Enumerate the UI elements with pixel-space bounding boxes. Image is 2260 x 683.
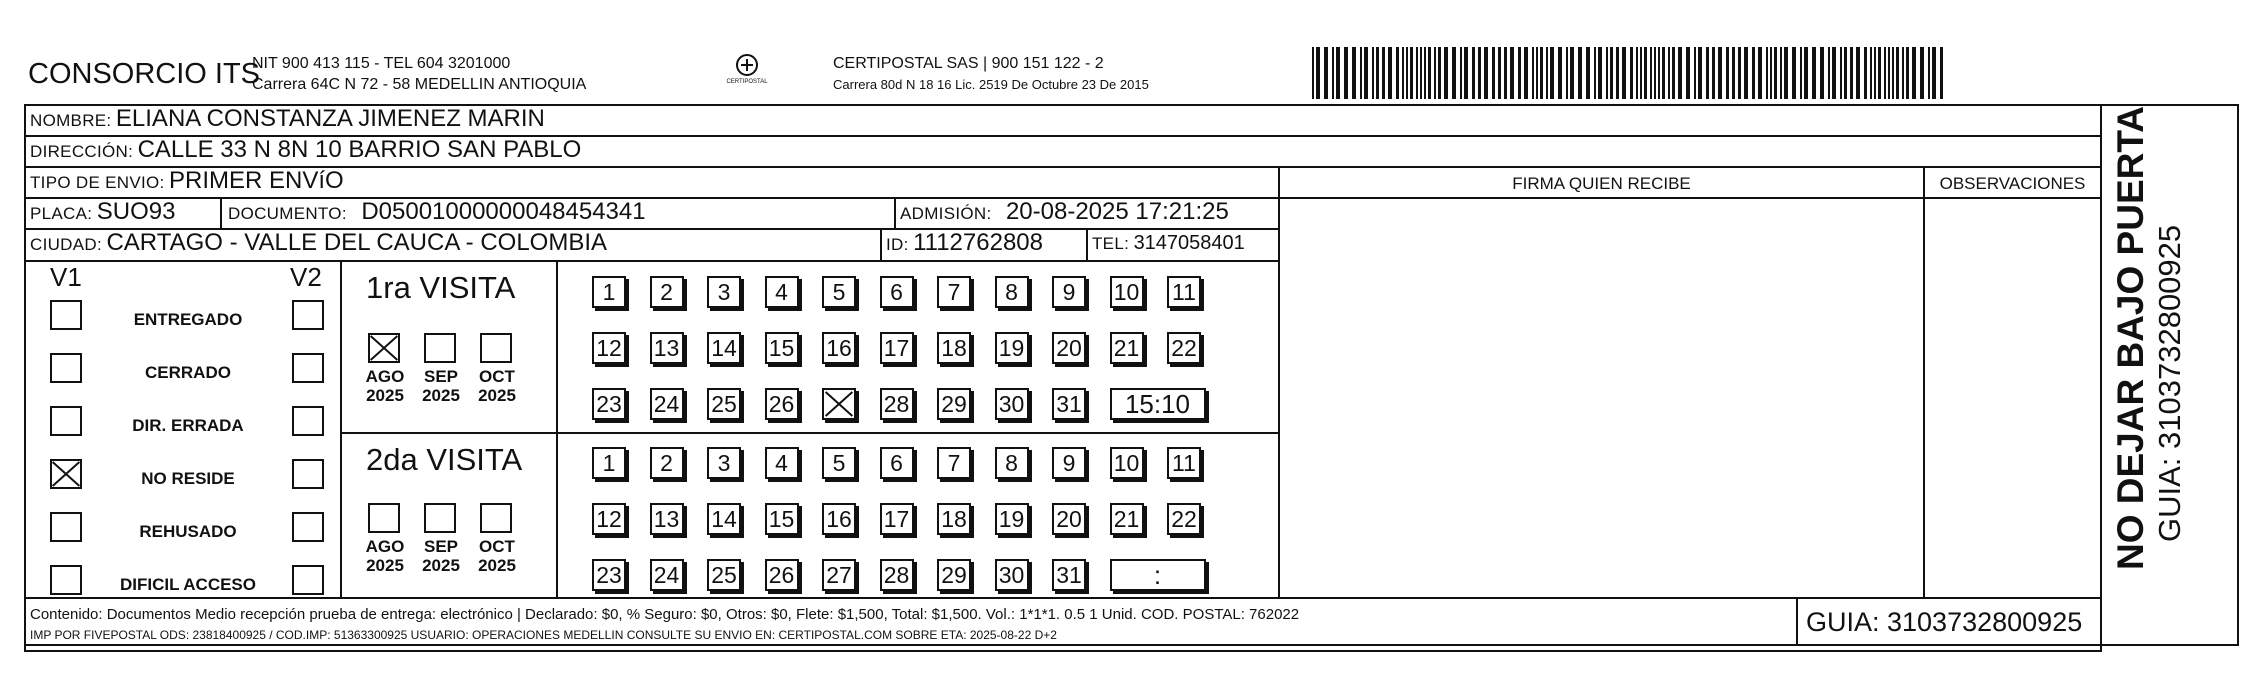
visit1-day-1[interactable]: 1 (592, 276, 626, 308)
visit1-day-7[interactable]: 7 (937, 276, 971, 308)
visit2-day-7[interactable]: 7 (937, 447, 971, 479)
recipient-name-row: NOMBRE: ELIANA CONSTANZA JIMENEZ MARIN (30, 105, 545, 132)
visit2-day-16[interactable]: 16 (822, 503, 856, 535)
visit2-month-checkbox[interactable] (480, 503, 512, 533)
barcode-bar (1388, 47, 1392, 99)
barcode-bar (1364, 47, 1368, 99)
barcode-bar (1812, 47, 1816, 99)
barcode-bar (1598, 47, 1602, 99)
barcode-bar (1622, 47, 1626, 99)
visit1-day-31[interactable]: 31 (1052, 388, 1086, 420)
barcode-bar (1662, 47, 1665, 99)
v1-header: V1 (50, 262, 82, 292)
barcode-bar (1402, 47, 1404, 99)
status-v2-checkbox[interactable] (292, 565, 324, 595)
barcode-bar (1732, 47, 1735, 99)
barcode-bar (1594, 47, 1596, 99)
visit2-month-year: 2025 (366, 556, 404, 575)
barcode-bar (1774, 47, 1777, 99)
barcode-bar (1650, 47, 1652, 99)
visit1-month-year: 2025 (422, 386, 460, 405)
visit2-day-28[interactable]: 28 (880, 559, 914, 591)
visit2-day-26[interactable]: 26 (765, 559, 799, 591)
barcode-bar (1630, 47, 1633, 99)
barcode-bar (1478, 47, 1481, 99)
barcode-bar (1616, 47, 1619, 99)
v2-header: V2 (290, 262, 322, 292)
side-guia: GUIA: 3103732800925 (2152, 224, 2187, 542)
status-label: NO RESIDE (141, 469, 235, 488)
barcode-bar (1800, 47, 1802, 99)
barcode-bar (1406, 47, 1408, 99)
recipient-name: ELIANA CONSTANZA JIMENEZ MARIN (115, 105, 545, 132)
barcode-bar (1484, 47, 1488, 99)
id-field: ID: 1112762808 (886, 229, 1043, 256)
tel-field: TEL: 3147058401 (1092, 232, 1245, 254)
visit1-day-4[interactable]: 4 (765, 276, 799, 308)
barcode-bar (1718, 47, 1722, 99)
shipment-type: PRIMER ENVíO (169, 167, 344, 194)
shipment-type-row: TIPO DE ENVIO: PRIMER ENVíO (30, 167, 344, 194)
barcode-bar (1636, 47, 1638, 99)
barcode-bar (1832, 47, 1836, 99)
barcode-bar (1902, 47, 1904, 99)
status-v2-checkbox[interactable] (292, 300, 324, 330)
barcode-bar (1372, 47, 1374, 99)
visit2-day-15[interactable]: 15 (765, 503, 799, 535)
visit2-title: 2da VISITA (366, 442, 523, 477)
visit2-day-2[interactable]: 2 (650, 447, 684, 479)
visit1-day-5[interactable]: 5 (822, 276, 856, 308)
status-v1-checkbox[interactable] (50, 353, 82, 383)
visit1-month-checkbox[interactable] (368, 333, 400, 363)
barcode-bar (1324, 47, 1328, 99)
visit2-day-14[interactable]: 14 (707, 503, 741, 535)
visit1-day-30[interactable]: 30 (995, 388, 1029, 420)
visit1-day-9[interactable]: 9 (1052, 276, 1086, 308)
barcode-bar (1312, 47, 1314, 99)
barcode-bar (1586, 47, 1590, 99)
visit1-month-year: 2025 (366, 386, 404, 405)
visit1-day-21[interactable]: 21 (1110, 332, 1144, 364)
barcode-bar (1906, 47, 1909, 99)
company-nit: NIT 900 413 115 - TEL 604 3201000 (252, 55, 511, 72)
visit1-month-year: 2025 (478, 386, 516, 405)
barcode-bar (1864, 47, 1867, 99)
visit1-day-26[interactable]: 26 (765, 388, 799, 420)
barcode-bar (1888, 47, 1890, 99)
visit2-month-label: OCT (479, 537, 515, 556)
visit2-day-6[interactable]: 6 (880, 447, 914, 479)
barcode-bar (1726, 47, 1729, 99)
barcode-bar (1706, 47, 1709, 99)
visit1-month-checkbox[interactable] (480, 333, 512, 363)
visit1-day-22[interactable]: 22 (1167, 332, 1201, 364)
barcode-bar (1570, 47, 1574, 99)
barcode-bar (1820, 47, 1824, 99)
barcode-bar (1892, 47, 1894, 99)
status-label: ENTREGADO (133, 310, 243, 329)
barcode-bar (1744, 47, 1748, 99)
barcode-bar (1504, 47, 1507, 99)
visit2-day-31[interactable]: 31 (1052, 559, 1086, 591)
barcode-bar (1856, 47, 1860, 99)
visit1-time-field[interactable]: 15:10 (1110, 388, 1206, 420)
visit1-day-6[interactable]: 6 (880, 276, 914, 308)
status-label: DIR. ERRADA (132, 416, 244, 435)
barcode-bar (1444, 47, 1448, 99)
company-name: CONSORCIO ITS (28, 58, 261, 90)
city-field: CIUDAD: CARTAGO - VALLE DEL CAUCA - COLOMBIA (30, 229, 608, 256)
barcode-bar (1912, 47, 1916, 99)
visit1-month-label: SEP (423, 367, 459, 386)
visit1-title: 1ra VISITA (366, 270, 516, 305)
visit1-month-label: AGO (365, 367, 405, 386)
visit2-day-5[interactable]: 5 (822, 447, 856, 479)
barcode-bar (1416, 47, 1418, 99)
barcode-bar (1920, 47, 1924, 99)
barcode-bar (1780, 47, 1782, 99)
barcode-bar (1668, 47, 1670, 99)
barcode-bar (1332, 47, 1334, 99)
visit1-day-27[interactable] (822, 388, 856, 420)
visit1-month-label: OCT (479, 367, 515, 386)
visit2-month-checkbox[interactable] (424, 503, 456, 533)
barcode-bar (1828, 47, 1830, 99)
status-v1-checkbox[interactable] (50, 406, 82, 436)
status-v2-checkbox[interactable] (292, 459, 324, 489)
barcode-bar (1932, 47, 1936, 99)
signature-header: FIRMA QUIEN RECIBE (1512, 174, 1691, 193)
visit1-day-24[interactable]: 24 (650, 388, 684, 420)
barcode-bar (1492, 47, 1495, 99)
visit2-month-year: 2025 (478, 556, 516, 575)
barcode-bar (1532, 47, 1534, 99)
barcode-bar (1382, 47, 1385, 99)
barcode-bar (1420, 47, 1422, 99)
barcode-bar (1792, 47, 1796, 99)
barcode-bar (1784, 47, 1788, 99)
barcode-bar (1940, 47, 1943, 99)
barcode-bar (1606, 47, 1608, 99)
status-v1-checkbox[interactable] (50, 565, 82, 595)
barcode-bar (1770, 47, 1772, 99)
document-field: DOCUMENTO: D05001000000048454341 (228, 198, 646, 225)
visit1-day-18[interactable]: 18 (937, 332, 971, 364)
visit2-day-1[interactable]: 1 (592, 447, 626, 479)
visit1-day-19[interactable]: 19 (995, 332, 1029, 364)
visit1-day-10[interactable]: 10 (1110, 276, 1144, 308)
barcode-bar (1472, 47, 1475, 99)
barcode-bar (1396, 47, 1399, 99)
recipient-address-row: DIRECCIÓN: CALLE 33 N 8N 10 BARRIO SAN PABLO (30, 136, 582, 163)
barcode-bar (1610, 47, 1613, 99)
visit1-day-17[interactable]: 17 (880, 332, 914, 364)
visit2-month-label: SEP (423, 537, 459, 556)
barcode-bar (1546, 47, 1548, 99)
barcode-bar (1874, 47, 1876, 99)
visit2-month-year: 2025 (422, 556, 460, 575)
visit2-day-10[interactable]: 10 (1110, 447, 1144, 479)
barcode-bar (1928, 47, 1930, 99)
barcode-bar (1460, 47, 1462, 99)
barcode-bar (1752, 47, 1755, 99)
courier-name: CERTIPOSTAL SAS | 900 151 122 - 2 (833, 55, 1104, 72)
barcode-bar (1498, 47, 1501, 99)
barcode-bar (1878, 47, 1881, 99)
barcode-bar (1672, 47, 1675, 99)
barcode-bar (1640, 47, 1642, 99)
recipient-address: CALLE 33 N 8N 10 BARRIO SAN PABLO (137, 136, 582, 163)
barcode-bar (1524, 47, 1528, 99)
company-address: Carrera 64C N 72 - 58 MEDELLIN ANTIOQUIA (252, 76, 587, 93)
barcode-bar (1428, 47, 1431, 99)
visit1-day-14[interactable]: 14 (707, 332, 741, 364)
barcode-bar (1550, 47, 1554, 99)
visit2-day-22[interactable]: 22 (1167, 503, 1201, 535)
footer-guia: GUIA: 3103732800925 (1806, 607, 2083, 637)
visit1-day-29[interactable]: 29 (937, 388, 971, 420)
visit2-day-11[interactable]: 11 (1167, 447, 1201, 479)
observations-header: OBSERVACIONES (1939, 174, 2086, 193)
plate-field: PLACA: SUO93 (30, 198, 176, 225)
status-v1-checkbox[interactable] (50, 300, 82, 330)
visit2-day-27[interactable]: 27 (822, 559, 856, 591)
barcode-bar (1712, 47, 1715, 99)
barcode-bar (1540, 47, 1543, 99)
admission-field: ADMISIÓN: 20-08-2025 17:21:25 (900, 198, 1229, 225)
visit2-day-8[interactable]: 8 (995, 447, 1029, 479)
visit2-day-24[interactable]: 24 (650, 559, 684, 591)
barcode-bar (1316, 47, 1320, 99)
status-v2-checkbox[interactable] (292, 512, 324, 542)
courier-address: Carrera 80d N 18 16 Lic. 2519 De Octubre 23 De 2015 (833, 77, 1149, 92)
visit1-day-3[interactable]: 3 (707, 276, 741, 308)
visit2-day-13[interactable]: 13 (650, 503, 684, 535)
barcode-bar (1870, 47, 1872, 99)
barcode-bar (1558, 47, 1562, 99)
visit1-day-16[interactable]: 16 (822, 332, 856, 364)
barcode-bar (1850, 47, 1853, 99)
visit1-day-25[interactable]: 25 (707, 388, 741, 420)
visit2-day-4[interactable]: 4 (765, 447, 799, 479)
barcode-bar (1536, 47, 1538, 99)
barcode-bar (1578, 47, 1582, 99)
barcode-bar (1686, 47, 1690, 99)
barcode-bar (1896, 47, 1899, 99)
visit2-day-25[interactable]: 25 (707, 559, 741, 591)
footer-print-info: IMP POR FIVEPOSTAL ODS: 23818400925 / COD.IMP: 51363300925 USUARIO: OPERACIONES MEDELLIN CONSULTE SU ENVIO EN: CERTIPOSTAL.COM SOBRE ETA: 2025-08-22 D+2 (30, 628, 1057, 642)
barcode-bar (1884, 47, 1886, 99)
visit1-day-28[interactable]: 28 (880, 388, 914, 420)
status-v2-checkbox[interactable] (292, 353, 324, 383)
visit2-day-9[interactable]: 9 (1052, 447, 1086, 479)
barcode-bar (1840, 47, 1842, 99)
barcode-bar (1698, 47, 1702, 99)
visit2-day-19[interactable]: 19 (995, 503, 1029, 535)
barcode-bar (1766, 47, 1768, 99)
visit2-day-17[interactable]: 17 (880, 503, 914, 535)
do-not-leave-under-door: NO DEJAR BAJO PUERTA (2110, 106, 2151, 570)
side-note (2110, 106, 2188, 570)
barcode-bar (1336, 47, 1340, 99)
footer-contents: Contenido: Documentos Medio recepción prueba de entrega: electrónico | Declarado: $0, % Seguro: $0, Otros: $0, Flete: $1,500, Total: $1,500. Vol.: 1*1*1. 0.5 1 Unid. COD. POSTAL: 762022 (30, 606, 1300, 623)
visit1-day-15[interactable]: 15 (765, 332, 799, 364)
visit2-day-30[interactable]: 30 (995, 559, 1029, 591)
visit1-month-checkbox[interactable] (424, 333, 456, 363)
visit1-day-13[interactable]: 13 (650, 332, 684, 364)
visit2-month-label: AGO (365, 537, 405, 556)
barcode-bar (1678, 47, 1682, 99)
barcode-bar (1844, 47, 1847, 99)
status-label: DIFICIL ACCESO (119, 575, 256, 594)
barcode-bar (1738, 47, 1741, 99)
barcode-bar (1452, 47, 1456, 99)
visit2-time-field[interactable]: : (1110, 559, 1206, 591)
barcode-bar (1434, 47, 1436, 99)
visit2-day-3[interactable]: 3 (707, 447, 741, 479)
barcode-bar (1644, 47, 1647, 99)
visit2-day-12[interactable]: 12 (592, 503, 626, 535)
status-label: CERRADO (145, 363, 231, 382)
barcode-bar (1758, 47, 1762, 99)
barcode-bar (1360, 47, 1362, 99)
barcode-bar (1438, 47, 1441, 99)
barcode-bar (1510, 47, 1514, 99)
visit2-day-23[interactable]: 23 (592, 559, 626, 591)
barcode-bar (1658, 47, 1660, 99)
status-label: REHUSADO (139, 522, 237, 541)
barcode-bar (1344, 47, 1348, 99)
barcode-bar (1352, 47, 1356, 99)
visit1-day-11[interactable]: 11 (1167, 276, 1201, 308)
visit2-day-20[interactable]: 20 (1052, 503, 1086, 535)
visit1-day-23[interactable]: 23 (592, 388, 626, 420)
visit2-day-29[interactable]: 29 (937, 559, 971, 591)
barcode-bar (1654, 47, 1656, 99)
courier-logo: CERTIPOSTAL (720, 52, 774, 94)
visit1-day-2[interactable]: 2 (650, 276, 684, 308)
visit2-day-18[interactable]: 18 (937, 503, 971, 535)
barcode-bar (1518, 47, 1521, 99)
status-v1-checkbox[interactable] (50, 512, 82, 542)
barcode (1312, 47, 1952, 99)
barcode-bar (1410, 47, 1413, 99)
barcode-bar (1376, 47, 1379, 99)
status-v2-checkbox[interactable] (292, 406, 324, 436)
visit1-day-20[interactable]: 20 (1052, 332, 1086, 364)
visit2-month-checkbox[interactable] (368, 503, 400, 533)
barcode-bar (1464, 47, 1468, 99)
barcode-bar (1424, 47, 1426, 99)
barcode-bar (1694, 47, 1696, 99)
barcode-bar (1804, 47, 1808, 99)
visit1-day-8[interactable]: 8 (995, 276, 1029, 308)
visit2-day-21[interactable]: 21 (1110, 503, 1144, 535)
visit1-day-12[interactable]: 12 (592, 332, 626, 364)
status-v1-checkbox[interactable] (50, 459, 82, 489)
barcode-bar (1566, 47, 1568, 99)
